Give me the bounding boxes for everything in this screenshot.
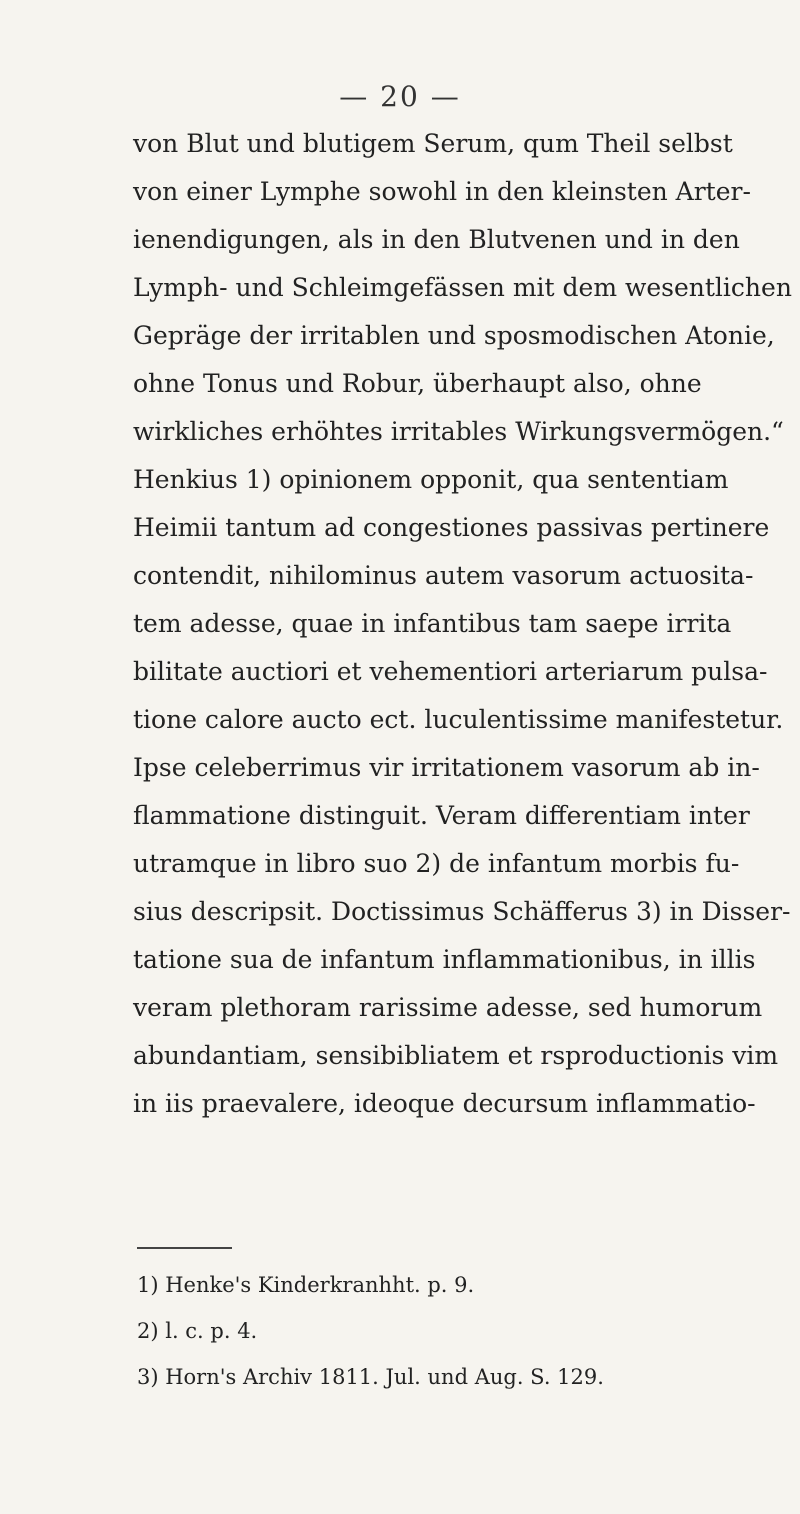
footnotes [137, 1262, 697, 1400]
text-line: ohne Tonus und Robur, überhaupt also, ohne [133, 369, 702, 398]
text-line: von einer Lymphe sowohl in den kleinsten Arter- [133, 177, 751, 206]
text-line: Lymph- und Schleimgefässen mit dem wesentlichen [133, 273, 792, 302]
text-line: veram plethoram rarissime adesse, sed humorum [133, 993, 763, 1022]
text-line: Gepräge der irritablen und sposmodischen Atonie, [133, 321, 775, 350]
footnote-2: 2) l. c. p. 4. [137, 1319, 258, 1343]
text-line: Ipse celeberrimus vir irritationem vasorum ab in- [133, 753, 760, 782]
text-line: abundantiam, sensibibliatem et rsproductionis vim [133, 1041, 779, 1070]
text-line: wirkliches erhöhtes irritables Wirkungsvermögen.“ [133, 417, 784, 446]
text-line: sius descripsit. Doctissimus Schäfferus 3) in Disser- [133, 897, 791, 926]
text-line: von Blut und blutigem Serum, qum Theil selbst [133, 129, 733, 158]
text-line: contendit, nihilominus autem vasorum actuosita- [133, 561, 754, 590]
footnote-1: 1) Henke's Kinderkranhht. p. 9. [137, 1273, 475, 1297]
text-line: tem adesse, quae in infantibus tam saepe irrita [133, 609, 732, 638]
text-line: Heimii tantum ad congestiones passivas pertinere [133, 513, 770, 542]
text-line: in iis praevalere, ideoque decursum inflammatio- [133, 1089, 756, 1118]
footnote-3: 3) Horn's Archiv 1811. Jul. und Aug. S. 129. [137, 1365, 604, 1389]
text-line: ienendigungen, als in den Blutvenen und in den [133, 225, 740, 254]
footnote-divider [137, 1247, 232, 1249]
text-line: Henkius 1) opinionem opponit, qua sententiam [133, 465, 729, 494]
text-line: utramque in libro suo 2) de infantum morbis fu- [133, 849, 740, 878]
text-line: tatione sua de infantum inflammationibus, in illis [133, 945, 756, 974]
text-line: flammatione distinguit. Veram differentiam inter [133, 801, 750, 830]
text-line: bilitate auctiori et vehementiori arteriarum pulsa- [133, 657, 768, 686]
page-number: — 20 — [339, 80, 461, 113]
text-line: tione calore aucto ect. luculentissime manifestetur. [133, 705, 784, 734]
body-text [133, 120, 792, 1128]
